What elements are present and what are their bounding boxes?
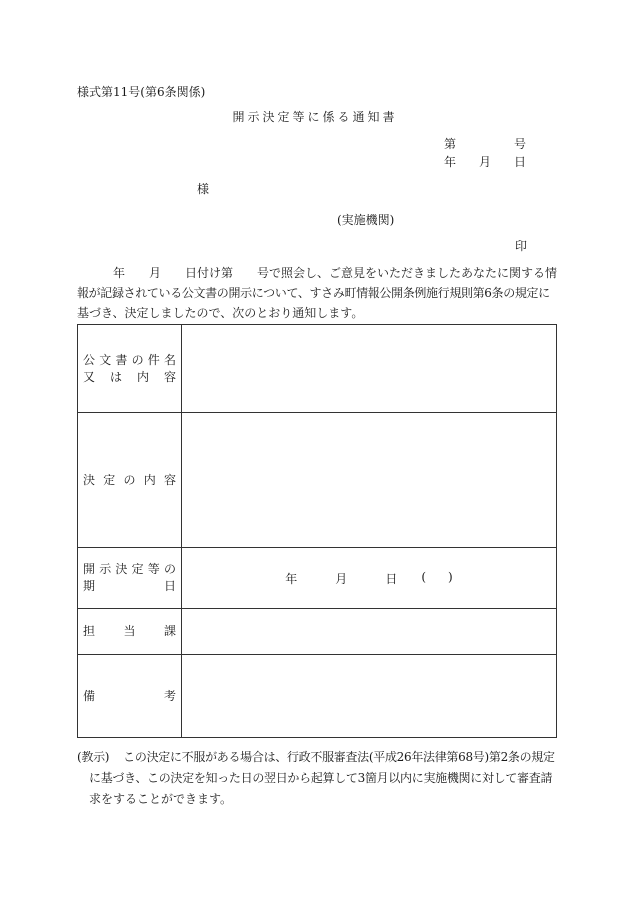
table-row (78, 548, 557, 609)
notice-label: (教示) (77, 750, 110, 764)
department-value[interactable] (182, 609, 557, 655)
decision-content-label: 決 定 の 内 容 (78, 413, 182, 548)
body-paragraph (77, 263, 557, 323)
remarks-label: 備 考 (78, 655, 182, 738)
document-number-suffix: 号 (514, 137, 527, 151)
decision-content-value[interactable] (182, 413, 557, 548)
decision-date-label: 開 示 決 定 等 の 期 日 (78, 548, 182, 609)
label-line: 又 は 内 容 (83, 369, 176, 384)
issue-date-day: 日 (514, 155, 527, 169)
weekday-open: ( (421, 569, 427, 584)
weekday-close: ) (448, 569, 453, 584)
body-day: 日付け第 (185, 266, 234, 280)
form-number: 様式第11号(第6条関係) (77, 85, 206, 99)
notice-line-3: 求をすることができます。 (89, 792, 233, 806)
document-number-prefix: 第 (444, 137, 457, 151)
date-year: 年 (285, 571, 298, 586)
label-line: 公 文 書 の 件 名 (83, 352, 176, 367)
issue-date-month: 月 (479, 155, 492, 169)
date-month: 月 (335, 571, 348, 586)
document-subject-value[interactable] (182, 325, 557, 413)
appeal-notice (77, 747, 557, 810)
addressee-honorific: 様 (197, 182, 210, 196)
document-title: 開示決定等に係る通知書 (232, 110, 398, 124)
notice-line-1: (教示) この決定に不服がある場合は、行政不服審査法(平成26年法律第68号)第2条の規定 (77, 750, 555, 764)
issue-date-year: 年 (444, 155, 457, 169)
issuing-agency: (実施機関) (337, 213, 395, 227)
table-row (78, 413, 557, 548)
department-label: 担 当 課 (78, 609, 182, 655)
seal-mark: 印 (515, 239, 528, 253)
table-row (78, 655, 557, 738)
table-row (78, 325, 557, 413)
date-day: 日 (385, 571, 398, 586)
body-month: 月 (149, 266, 162, 280)
body-rest: 号で照会し、ご意見をいただきましたあなたに関する情 (257, 266, 558, 280)
disclosure-form-table (77, 324, 557, 738)
document-subject-label (78, 325, 182, 413)
table-row (78, 609, 557, 655)
body-line-2: 報が記録されている公文書の開示について、すさみ町情報公開条例施行規則第6条の規定に (77, 286, 550, 300)
body-year: 年 (113, 266, 126, 280)
remarks-value[interactable] (182, 655, 557, 738)
decision-date-value[interactable] (182, 548, 557, 609)
body-line-3: 基づき、決定しましたので、次のとおり通知します。 (77, 306, 364, 320)
body-line-1 (77, 263, 557, 283)
notice-line-2: に基づき、この決定を知った日の翌日から起算して3箇月以内に実施機関に対して審査請 (89, 771, 553, 785)
